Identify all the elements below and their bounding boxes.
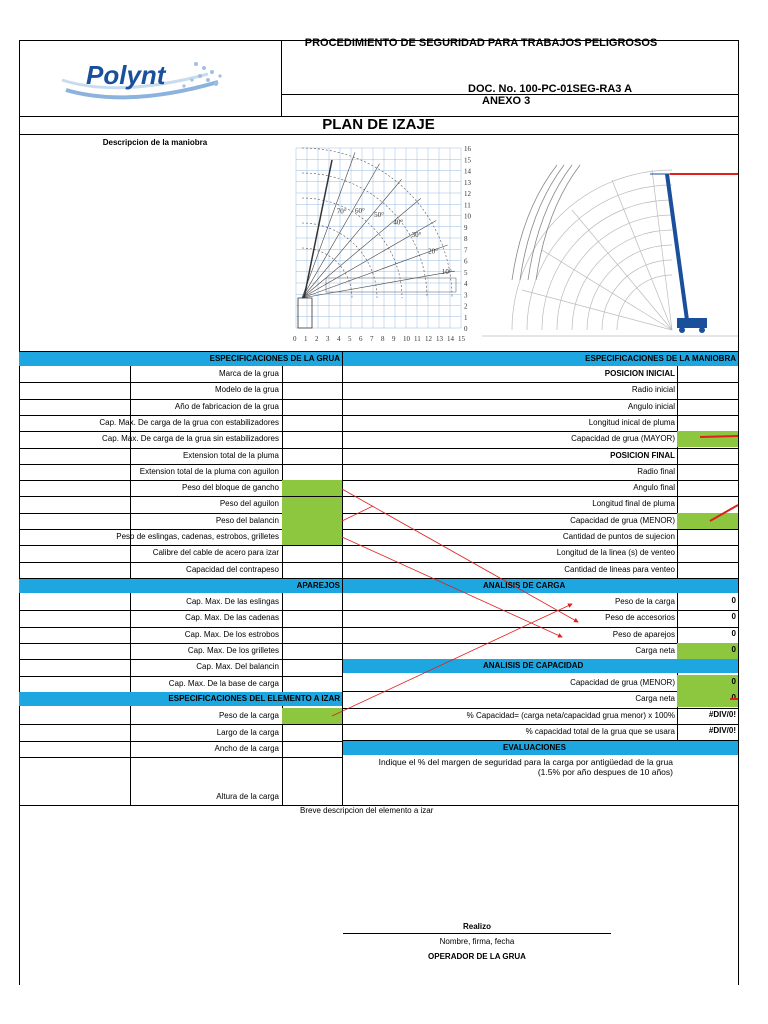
element-spec-label: Largo de la carga: [216, 727, 279, 737]
crane-spec-label: Peso de eslingas, cadenas, estrobos, grilletes: [116, 532, 279, 541]
signature-role: Realizo: [462, 922, 491, 931]
logo-text: Polynt: [86, 60, 166, 90]
rigging-label: Cap. Max. De la base de carga: [168, 678, 279, 688]
y-tick-label: 15: [464, 156, 471, 165]
crane-spec-label: Cap. Max. De carga de la grua sin estabilizadores: [102, 434, 279, 444]
capacity-analysis-label: Carga neta: [635, 694, 675, 704]
x-tick-label: 6: [359, 335, 363, 343]
y-tick-label: 2: [464, 302, 468, 311]
boom-angle-label: 60°: [355, 207, 365, 216]
signature-title: OPERADOR DE LA GRUA: [428, 952, 526, 961]
maneuver-spec-label: Cantidad de puntos de sujecion: [562, 532, 675, 541]
x-tick-label: 5: [348, 335, 352, 343]
load-analysis-value: 0: [731, 596, 736, 605]
y-tick-label: 16: [464, 145, 471, 153]
capacity-analysis-label: % capacidad total de la grua que se usara: [525, 726, 675, 736]
capacity-analysis-value: #DIV/0!: [708, 709, 736, 719]
crane-spec-label: Peso del bloque de gancho: [182, 483, 279, 493]
capacity-analysis-value: 0: [731, 693, 736, 703]
doc-number: DOC. No. 100-PC-01SEG-RA3 A: [468, 83, 633, 95]
x-tick-label: 14: [447, 335, 454, 343]
y-tick-label: 8: [464, 235, 468, 243]
boom-angle-label: 50°: [374, 210, 384, 219]
procedure-title: PROCEDIMIENTO DE SEGURIDAD PARA TRABAJOS PELIGROSOS: [304, 37, 658, 49]
x-tick-label: 7: [370, 335, 374, 343]
boom-angle-label: 40°: [393, 218, 404, 227]
crane-spec-label: Extension total de la pluma con aguilon: [139, 466, 279, 476]
x-tick-label: 4: [337, 335, 341, 343]
crane-spec-label: Modelo de la grua: [214, 385, 279, 395]
capacity-analysis-label: % Capacidad= (carga neta/capacidad grua menor) x 100%: [466, 710, 675, 720]
maneuver-spec-label: Radio inicial: [631, 385, 675, 395]
rigging-label: Cap. Max. Del balancin: [196, 662, 279, 672]
maneuver-description-label: Descripcion de la maniobra: [102, 138, 208, 147]
x-tick-label: 13: [436, 335, 443, 343]
maneuver-spec-label: Cantidad de lineas para venteo: [564, 564, 675, 574]
x-tick-label: 0: [293, 335, 297, 343]
capacity-analysis-value: #DIV/0!: [708, 725, 736, 735]
x-tick-label: 11: [414, 335, 421, 343]
x-tick-label: 2: [315, 335, 319, 343]
element-spec-label: Ancho de la carga: [214, 743, 279, 753]
crane-spec-label: Peso del aguilon: [219, 499, 279, 509]
load-analysis-value: 0: [731, 644, 736, 654]
signature-fields: Nombre, firma, fecha: [439, 937, 515, 946]
maneuver-spec-label: Angulo inicial: [627, 401, 675, 411]
crane-spec-label: Cap. Max. De carga de la grua con estabilizadores: [99, 417, 279, 427]
element-specs-header: ESPECIFICACIONES DEL ELEMENTO A IZAR: [19, 692, 342, 706]
maneuver-spec-label: Radio final: [637, 466, 675, 476]
x-tick-label: 8: [381, 335, 385, 343]
crane-spec-label: Año de fabricacion de la grua: [174, 401, 279, 411]
maneuver-specs-header: ESPECIFICACIONES DE LA MANIOBRA: [343, 352, 738, 366]
load-analysis-label: Carga neta: [635, 645, 675, 655]
evaluations-text: Indique el % del margen de seguridad para la carga por antigüedad de la grua (1.5% por año despues de 10 años): [378, 757, 673, 777]
initial-position-title: POSICION INICIAL: [604, 369, 675, 378]
x-tick-label: 1: [304, 335, 308, 343]
crane-spec-label: Capacidad del contrapeso: [186, 564, 279, 574]
load-analysis-value: 0: [731, 628, 736, 638]
y-tick-label: 13: [464, 178, 471, 187]
crane-spec-label: Extension total de la pluma: [182, 450, 279, 460]
x-tick-label: 3: [326, 335, 330, 343]
crane-spec-label: Peso del balancin: [215, 515, 279, 525]
maneuver-spec-label: Longitud de la linea (s) de venteo: [556, 548, 675, 558]
boom-angle-label: 30°: [411, 231, 422, 239]
boom-angle-label: 20°: [428, 247, 438, 256]
capacity-analysis-label: Capacidad de grua (MENOR): [570, 678, 675, 687]
crane-spec-label: Calibre del cable de acero para izar: [152, 548, 279, 558]
rigging-label: Cap. Max. De las eslingas: [186, 597, 279, 606]
crane-specs-header: ESPECIFICACIONES DE LA GRUA: [19, 352, 342, 366]
element-spec-label: Altura de la carga: [216, 791, 279, 801]
y-tick-label: 10: [464, 212, 471, 221]
final-position-title: POSICION FINAL: [610, 450, 675, 460]
y-tick-label: 9: [464, 223, 468, 232]
capacity-analysis-header: ANALISIS DE CAPACIDAD: [343, 659, 738, 673]
maneuver-spec-label: Longitud final de pluma: [592, 499, 675, 509]
y-tick-label: 12: [464, 190, 471, 198]
y-tick-label: 0: [464, 325, 468, 333]
element-spec-label: Peso de la carga: [218, 711, 279, 721]
load-analysis-value: 0: [731, 612, 736, 622]
plan-title: PLAN DE IZAJE: [322, 116, 435, 133]
annex-label: ANEXO 3: [482, 95, 531, 107]
y-tick-label: 1: [464, 313, 468, 322]
crane-spec-label: Marca de la grua: [218, 369, 279, 378]
evaluations-header: EVALUACIONES: [343, 741, 738, 755]
maneuver-spec-label: Longitud inical de pluma: [588, 417, 675, 427]
rigging-label: Cap. Max. De los grilletes: [187, 645, 279, 655]
boom-angle-label: 10°: [441, 268, 452, 277]
maneuver-spec-label: Angulo final: [633, 483, 675, 493]
rigging-header: APAREJOS: [19, 579, 342, 593]
capacity-analysis-value: 0: [731, 677, 736, 686]
x-tick-label: 10: [403, 335, 410, 343]
y-tick-label: 6: [464, 257, 468, 266]
y-tick-label: 5: [464, 268, 468, 277]
x-tick-label: 15: [458, 335, 465, 343]
rigging-label: Cap. Max. De las cadenas: [185, 613, 279, 623]
load-analysis-label: Peso de accesorios: [605, 613, 675, 623]
x-tick-label: 12: [425, 335, 432, 343]
y-tick-label: 11: [464, 201, 471, 210]
x-tick-label: 9: [392, 335, 396, 343]
load-analysis-label: Peso de la carga: [614, 597, 675, 606]
maneuver-spec-label: Capacidad de grua (MENOR): [570, 515, 675, 525]
load-analysis-label: Peso de aparejos: [612, 629, 675, 639]
y-tick-label: 14: [464, 167, 471, 176]
maneuver-spec-label: Capacidad de grua (MAYOR): [571, 434, 675, 444]
y-tick-label: 4: [464, 280, 468, 288]
brief-description-label: Breve descripcion del elemento a izar: [300, 806, 434, 815]
boom-angle-label: 70°: [336, 207, 347, 216]
rigging-label: Cap. Max. De los estrobos: [184, 629, 279, 639]
y-tick-label: 7: [464, 246, 468, 255]
y-tick-label: 3: [464, 291, 468, 300]
load-analysis-header: ANALISIS DE CARGA: [343, 579, 738, 593]
